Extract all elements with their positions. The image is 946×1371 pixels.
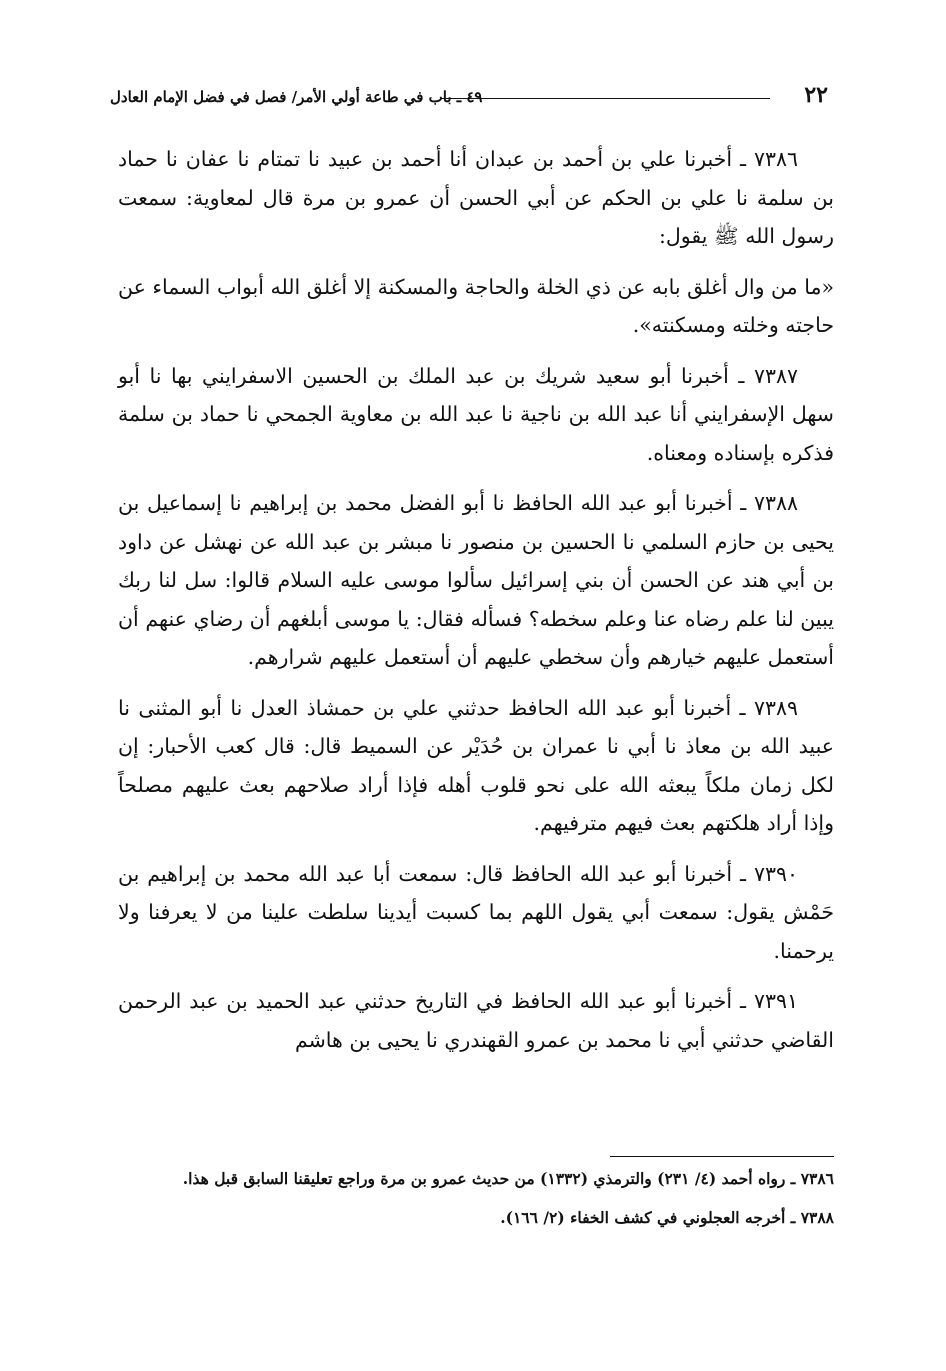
footnote-7386: ٧٣٨٦ ـ رواه أحمد (٤/ ٢٣١) والترمذي (١٣٣٢) من حديث عمرو بن مرة وراجع تعليقنا السابق قبل هذا. [182,1169,834,1188]
hadith-7389: ٧٣٨٩ ـ أخبرنا أبو عبد الله الحافظ حدثني علي بن حمشاذ العدل نا أبو المثنى نا عبيد الله بن معاذ نا أبي نا عمران بن حُدَيْر عن السميط قال: قال كعب الأحبار: إن لكل زمان ملكاً يبعثه الله على نحو قلوب أهله فإذا أراد صلاحهم بعث عليهم مصلحاً وإذا أراد هلكتهم بعث فيهم مترفيهم. [118,695,834,835]
hadith-7388: ٧٣٨٨ ـ أخبرنا أبو عبد الله الحافظ نا أبو الفضل محمد بن إبراهيم نا إسماعيل بن يحيى بن حازم السلمي نا الحسين بن منصور نا مبشر بن عبد الله عن نهشل عن داود بن أبي هند عن الحسن أن بني إسرائيل سألوا موسى عليه السلام قالوا: سل لنا ربك يبين لنا علم رضاه عنا وعلم سخطه؟ فسأله فقال: يا موسى أبلغهم أن رضاي عنهم أن أستعمل عليهم خيارهم وأن سخطي عليهم أن أستعمل عليهم شرارهم. [118,491,834,669]
running-title: ٤٩ ـ باب في طاعة أولي الأمر/ فصل في فضل الإمام العادل [110,88,483,106]
hadith-7391: ٧٣٩١ ـ أخبرنا أبو عبد الله الحافظ في التاريخ حدثني عبد الحميد بن عبد الرحمن القاضي حدثني أبي نا محمد بن عمرو القهندري نا يحيى بن هاشم [118,989,834,1052]
page-header [110,82,828,116]
page-number: ٢٢ [804,82,828,108]
footnote-divider [610,1156,834,1157]
hadith-7386: ٧٣٨٦ ـ أخبرنا علي بن أحمد بن عبدان أنا أحمد بن عبيد نا تمتام نا عفان نا حماد بن سلمة نا علي بن الحكم عن أبي الحسن أن عمرو بن مرة قال لمعاوية: سمعت رسول الله ﷺ يقول: [118,147,834,248]
hadith-7390: ٧٣٩٠ ـ أخبرنا أبو عبد الله الحافظ قال: سمعت أبا عبد الله محمد بن إبراهيم بن حَمْش يقول: سمعت أبي يقول اللهم بما كسبت أيدينا سلطت علينا من لا يعرفنا ولا يرحمنا. [118,861,834,963]
header-rule [440,98,770,99]
hadith-7387: ٧٣٨٧ ـ أخبرنا أبو سعيد شريك بن عبد الملك بن الحسين الاسفرايني بها نا أبو سهل الإسفرايني أنا عبد الله بن ناجية نا عبد الله بن معاوية الجمحي نا حماد بن سلمة فذكره بإسناده ومعناه. [118,363,834,465]
footnote-7388: ٧٣٨٨ ـ أخرجه العجلوني في كشف الخفاء (٢/ ١٦٦). [500,1208,834,1227]
main-text [118,140,834,1071]
hadith-quote: «ما من وال أغلق بابه عن ذي الخلة والحاجة والمسكنة إلا أغلق الله أبواب السماء عن حاجته وخلته ومسكنته». [118,274,834,337]
footnotes [118,1164,834,1242]
